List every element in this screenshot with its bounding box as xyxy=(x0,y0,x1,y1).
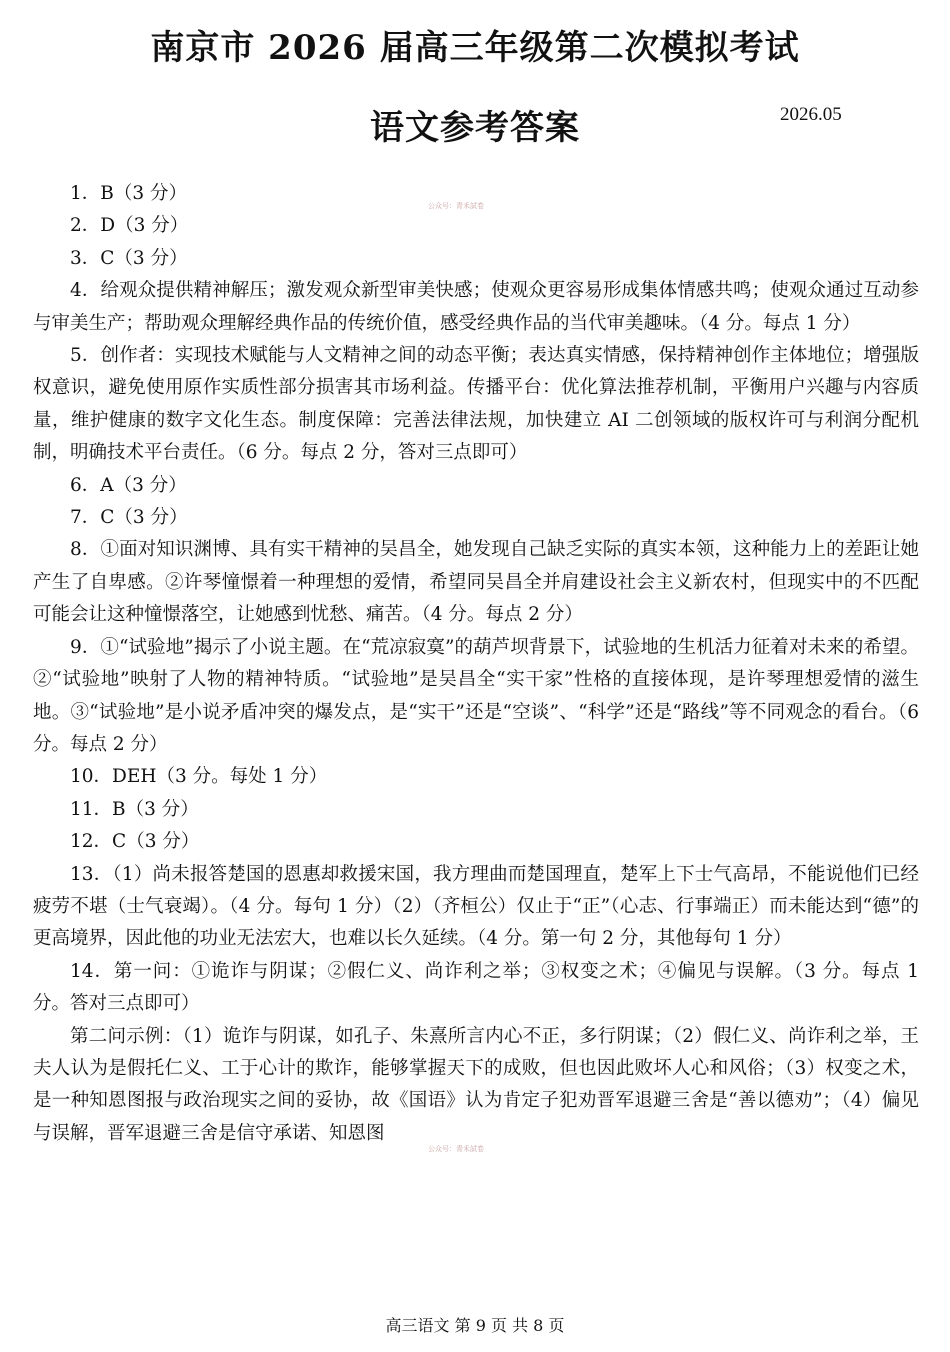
page-title: 南京市 2026 届高三年级第二次模拟考试 xyxy=(150,28,800,68)
answer-item: 7．C（3 分） xyxy=(70,507,188,529)
page-subtitle: 语文参考答案 xyxy=(370,108,580,148)
answer-item: 1．B（3 分） xyxy=(70,183,188,204)
answer-list xyxy=(33,178,919,1150)
page-footer: 高三语文 第 9 页 共 8 页 xyxy=(385,1316,565,1335)
answer-item: 8．①面对知识渊博、具有实干精神的吴昌全，她发现自己缺乏实际的真实本领，这种能力上的差距让她产生了自卑感。②许琴憧憬着一种理想的爱情，希望同吴昌全并肩建设社会主义新农村，但现实中的不匹配可能会让这种憧憬落空，让她感到忧愁、痛苦。（4 分。每点 2 分） xyxy=(33,539,919,626)
answer-item: 2．D（3 分） xyxy=(70,215,189,237)
watermark-bottom: 公众号：青禾試卷 xyxy=(428,1145,484,1153)
answer-item: 11．B（3 分） xyxy=(70,798,199,820)
answer-item: 5．创作者：实现技术赋能与人文精神之间的动态平衡；表达真实情感，保持精神创作主体地位；增强版权意识，避免使用原作实质性部分损害其市场利益。传播平台：优化算法推荐机制，平衡用户兴趣与内容质量，维护健康的数字文化生态。制度保障：完善法律法规，加快建立 AI 二创领域的版权许可与利润分配机制，明确技术平台责任。（6 分。每点 2 分，答对三点即可） xyxy=(33,345,919,464)
answer-item: 12．C（3 分） xyxy=(70,831,200,853)
answer-item: 14．第一问：①诡诈与阴谋；②假仁义、尚诈利之举；③权变之术；④偏见与误解。（3 分。每点 1 分。答对三点即可） xyxy=(33,960,919,1015)
exam-date: 2026.05 xyxy=(780,104,842,125)
answer-item: 13．（1）尚未报答楚国的恩惠却救援宋国，我方理曲而楚国理直，楚军上下士气高昂，不能说他们已经疲劳不堪（士气衰竭）。（4 分。每句 1 分）（2）（齐桓公）仅止于“正”（心志、行事端正）而未能达到“德”的更高境界，因此他的功业无法宏大，也难以长久延续。（4 分。第一句 2 分，其他每句 1 分） xyxy=(33,863,919,950)
answer-item: 3．C（3 分） xyxy=(70,247,188,269)
watermark-top: 公众号：青禾試卷 xyxy=(428,202,484,210)
answer-item: 9．①“试验地”揭示了小说主题。在“荒凉寂寞”的葫芦坝背景下，试验地的生机活力征着对未来的希望。②“试验地”映射了人物的精神特质。“试验地”是吴昌全“实干家”性格的直接体现，是许琴理想爱情的滋生地。③“试验地”是小说矛盾冲突的爆发点，是“实干”还是“空谈”、“科学”还是“路线”等不同观念的看台。（6 分。每点 2 分） xyxy=(33,636,919,755)
answer-item: 第二问示例：（1）诡诈与阴谋，如孔子、朱熹所言内心不正，多行阴谋；（2）假仁义、尚诈利之举，王夫人认为是假托仁义、工于心计的欺诈，能够掌握天下的成败，但也因此败坏人心和风俗；（3）权变之术，是一种知恩图报与政治现实之间的妥协，故《国语》认为肯定子犯劝晋军退避三舍是“善以德劝”；（4）偏见与误解，晋军退避三舍是信守承诺、知恩图 xyxy=(33,1025,919,1144)
answer-item: 10．DEH（3 分。每处 1 分） xyxy=(70,766,328,788)
answer-item: 6．A（3 分） xyxy=(70,474,187,496)
answer-item: 4．给观众提供精神解压；激发观众新型审美快感；使观众更容易形成集体情感共鸣；使观众通过互动参与审美生产；帮助观众理解经典作品的传统价值，感受经典作品的当代审美趣味。（4 分。每点 1 分） xyxy=(33,280,919,334)
